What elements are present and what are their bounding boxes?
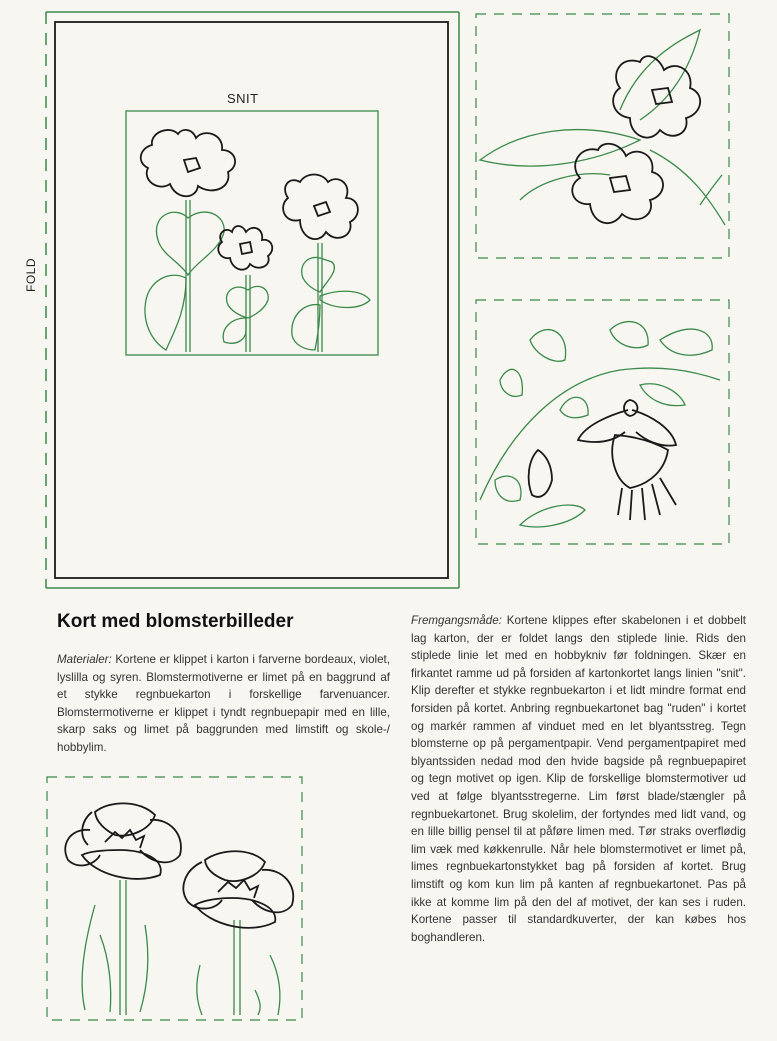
materials-paragraph xyxy=(57,651,390,757)
template-wild-rose xyxy=(476,14,729,258)
method-text: Kortene klippes efter skabelonen i et dobbelt lag karton, der er foldet langs den stiplede linie. Rids den stiplede linie let med en hobbykniv før foldningen. Skær en firkantet ramme ud på forsiden af kartonkortet langs linien "snit". Klip derefter et stykke regnbuekarton i et lidt mindre format end forsiden på kortet. Anbring regnbuekartonet bag "ruden" i kortet og markér rammen af vinduet med en let blyantsstreg. Tegn blomsterne op på pergamentpapir. Vend pergamentpapiret med blyantssiden nedad mod den hvide bagside på regnbuepapiret og tegn motivet op igen. Klip de forskellige blomstermotiver ud ved at følge blyantsstregerne. Lim først blade/stængler på regnbuekartonet. Brug skolelim, der fortyndes med lidt vand, og en lille billig pensel til at påføre limen med. Tør straks overflødig lim væk med køkkenrulle. Når hele blomstermotivet er limet på, limes regnbuekartonstykket bag på forsiden af kortet. Brug limstift og kom kun lim på kanten af regnbuekartonet. Pas på ikke at komme lim på den del af motivet, der kan ses i ruden. Kortene passer til standardkuverter, der kan købes hos boghandleren. xyxy=(411,614,746,944)
template-fuchsia xyxy=(476,300,729,544)
snit-window-outline xyxy=(126,111,378,355)
window-flowers xyxy=(141,130,358,270)
method-lead: Fremgangsmåde: xyxy=(411,614,502,627)
materials-lead: Materialer: xyxy=(57,653,112,666)
snit-label: SNIT xyxy=(227,91,259,106)
window-leaves xyxy=(145,212,370,350)
materials-text: Kortene er klippet i karton i farverne bordeaux, violet, lyslilla og syren. Blomstermotiverne er limet på en baggrund af et stykke regnbuekarton i forskellige farvenuancer. Blomstermotiverne er klippet i tyndt regnbuepapir med en lille, skarp saks og limet på baggrunden med limstift og skole-/ hobbylim. xyxy=(57,653,390,754)
method-paragraph xyxy=(411,612,746,946)
fold-label: FOLD xyxy=(24,257,39,293)
window-stems xyxy=(186,200,322,352)
article-title: Kort med blomsterbilleder xyxy=(57,611,294,632)
template-poppies xyxy=(47,777,302,1020)
